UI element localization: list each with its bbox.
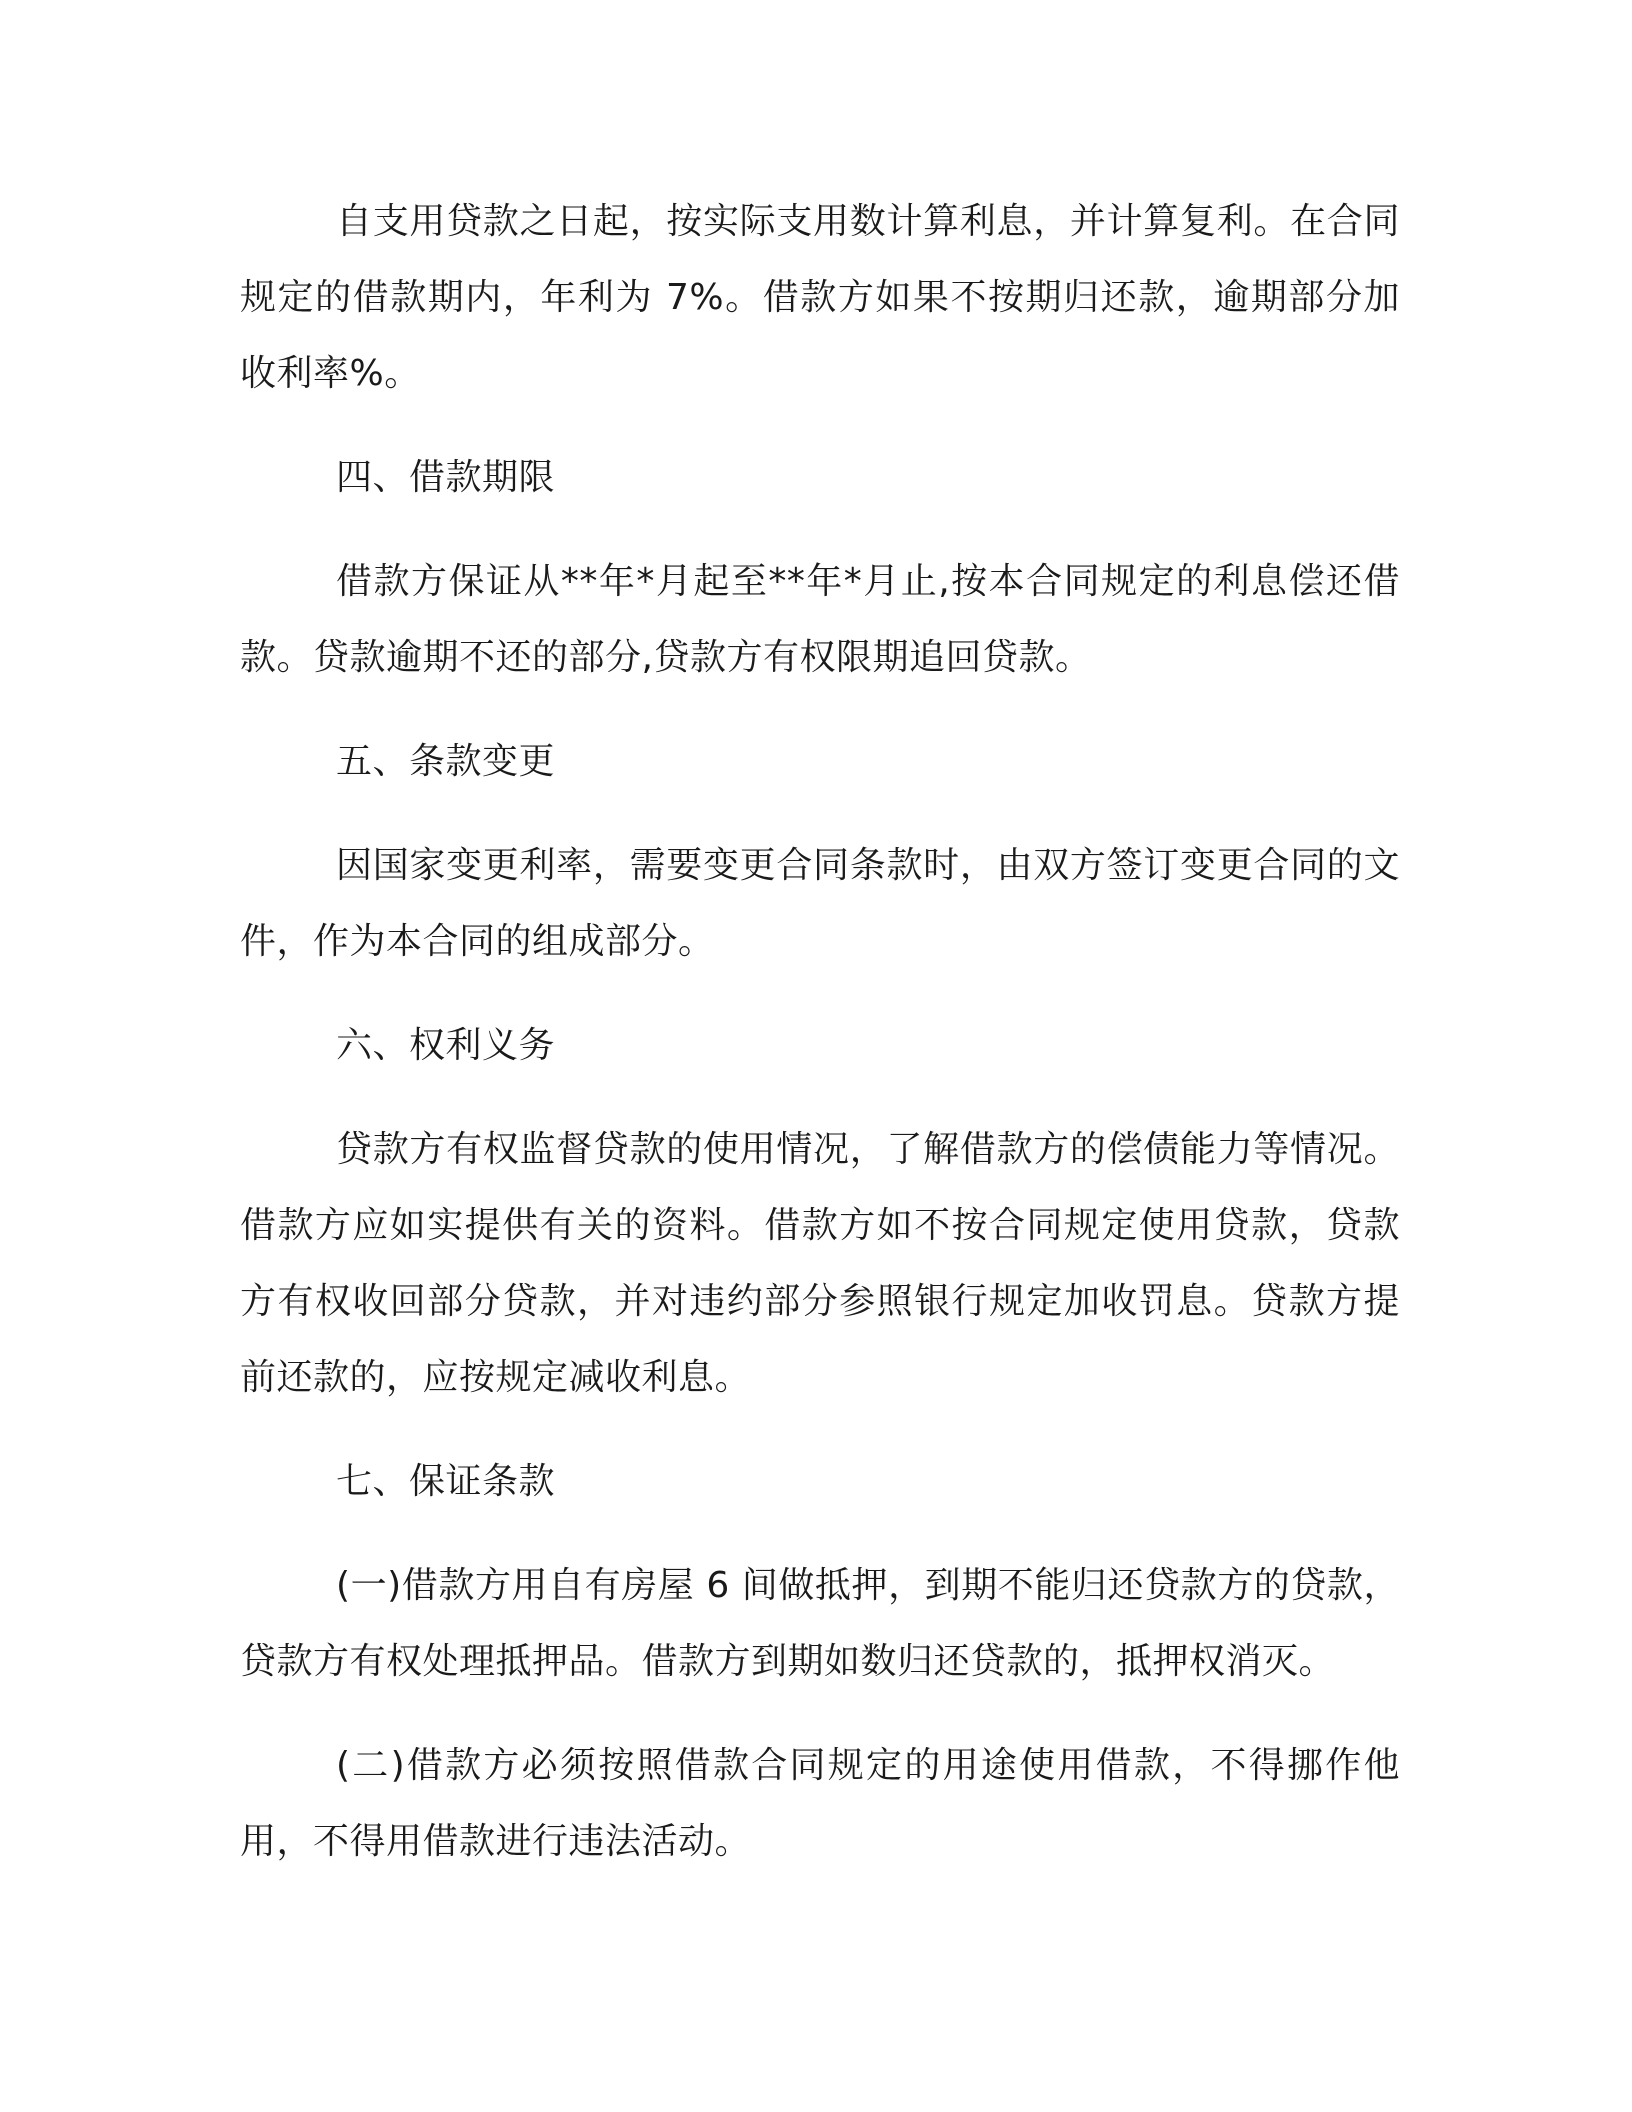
spacer <box>240 1700 1400 1728</box>
spacer <box>240 412 1400 440</box>
paragraph-clause-change: 因国家变更利率，需要变更合同条款时，由双方签订变更合同的文件，作为本合同的组成部分。 <box>240 845 1400 962</box>
spacer <box>240 800 1400 828</box>
document-body <box>240 184 1400 1880</box>
heading-guarantee: 七、保证条款 <box>336 1461 556 1502</box>
paragraph-rights-obligations: 贷款方有权监督贷款的使用情况，了解借款方的偿债能力等情况。借款方应如实提供有关的资料。借款方如不按合同规定使用贷款，贷款方有权收回部分贷款，并对违约部分参照银行规定加收罚息。贷款方提前还款的，应按规定减收利息。 <box>240 1129 1400 1398</box>
spacer <box>240 1520 1400 1548</box>
spacer <box>240 696 1400 724</box>
spacer <box>240 980 1400 1008</box>
paragraph-loan-term: 借款方保证从**年*月起至**年*月止,按本合同规定的利息偿还借款。贷款逾期不还的部分,贷款方有权限期追回贷款。 <box>240 561 1400 678</box>
paragraph-interest: 自支用贷款之日起，按实际支用数计算利息，并计算复利。在合同规定的借款期内，年利为 7%。借款方如果不按期归还款，逾期部分加收利率%。 <box>240 201 1400 394</box>
spacer <box>240 516 1400 544</box>
paragraph-guarantee-2: (二)借款方必须按照借款合同规定的用途使用借款，不得挪作他用，不得用借款进行违法活动。 <box>240 1745 1400 1862</box>
heading-loan-term: 四、借款期限 <box>336 457 556 498</box>
spacer <box>240 1416 1400 1444</box>
heading-clause-change: 五、条款变更 <box>336 741 556 782</box>
spacer <box>240 1084 1400 1112</box>
heading-rights-obligations: 六、权利义务 <box>336 1025 556 1066</box>
paragraph-guarantee-1: (一)借款方用自有房屋 6 间做抵押，到期不能归还贷款方的贷款，贷款方有权处理抵押品。借款方到期如数归还贷款的，抵押权消灭。 <box>240 1565 1400 1682</box>
